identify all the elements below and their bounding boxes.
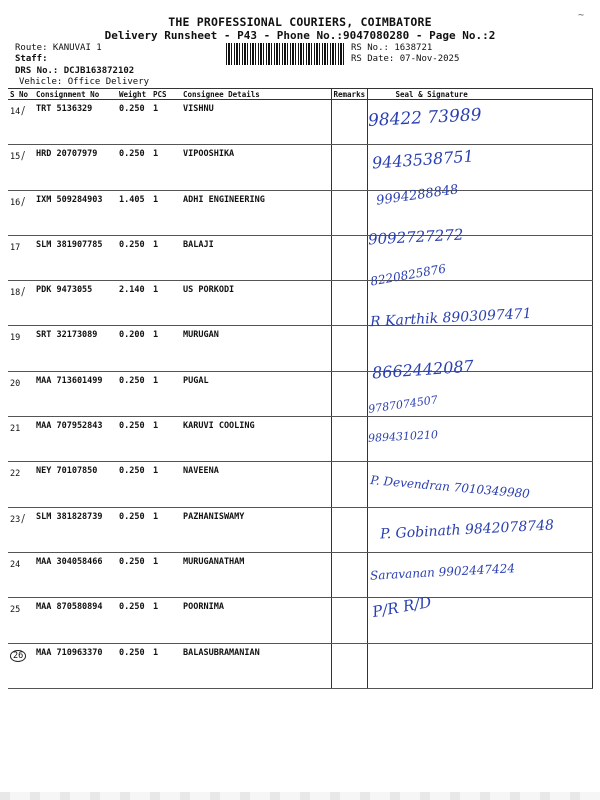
row-sno [8, 552, 34, 597]
handwritten-signature: 9787074507 [367, 393, 439, 416]
row-pcs: 1 [151, 326, 181, 371]
row-remarks [331, 462, 367, 507]
row-weight: 1.405 [117, 190, 151, 235]
row-remarks [331, 417, 367, 462]
row-sno-value: 18 [10, 288, 21, 299]
row-sno-value: 19 [10, 333, 21, 344]
row-sno [8, 100, 34, 145]
tick-mark: / [21, 104, 25, 117]
row-sno-value: 20 [10, 378, 21, 389]
row-weight: 0.250 [117, 235, 151, 280]
rs-number: RS No.: 1638721 [351, 43, 433, 53]
row-weight: 0.250 [117, 371, 151, 416]
row-sno-value: 21 [10, 424, 21, 435]
handwritten-signature: 8662442087 [371, 356, 475, 383]
route-label: Route: KANUVAI 1 [15, 43, 102, 53]
rs-date: RS Date: 07-Nov-2025 [351, 54, 460, 64]
table-header-row [8, 89, 592, 100]
row-consignment: NEY 70107850 [34, 462, 117, 507]
row-pcs: 1 [151, 462, 181, 507]
row-consignee: US PORKODI [181, 281, 331, 326]
row-consignment: SLM 381907785 [34, 235, 117, 280]
row-weight: 0.250 [117, 145, 151, 190]
row-weight: 0.250 [117, 100, 151, 145]
row-sno-value: 15 [10, 152, 21, 163]
handwritten-signature: 9994288848 [375, 182, 460, 209]
row-pcs: 1 [151, 281, 181, 326]
row-remarks [331, 100, 367, 145]
row-pcs: 1 [151, 417, 181, 462]
col-weight: Weight [117, 89, 151, 100]
row-seal-signature [367, 643, 592, 688]
row-consignee: BALAJI [181, 235, 331, 280]
row-remarks [331, 598, 367, 643]
handwritten-signature: P. Devendran 7010349980 [369, 473, 531, 501]
page-title: THE PROFESSIONAL COURIERS, COIMBATORE [168, 15, 432, 29]
tick-mark: / [21, 511, 25, 525]
row-sno-value: 26 [10, 650, 26, 662]
row-sno-value: 17 [10, 242, 21, 253]
row-remarks [331, 326, 367, 371]
col-remarks: Remarks [331, 89, 367, 100]
row-remarks [331, 281, 367, 326]
col-sno: S No [8, 89, 34, 100]
col-seal-signature: Seal & Signature [367, 89, 592, 100]
row-sno [8, 643, 34, 688]
tick-mark: / [21, 149, 25, 163]
row-remarks [331, 371, 367, 416]
row-pcs: 1 [151, 552, 181, 597]
row-consignment: MAA 707952843 [34, 417, 117, 462]
row-consignment: SRT 32173089 [34, 326, 117, 371]
tick-mark: / [21, 194, 25, 208]
row-consignment: PDK 9473055 [34, 281, 117, 326]
row-consignee: MURUGAN [181, 326, 331, 371]
table-row [8, 235, 592, 280]
row-weight: 0.250 [117, 507, 151, 552]
handwritten-signature: Saravanan 9902447424 [369, 561, 516, 583]
row-consignment: HRD 20707979 [34, 145, 117, 190]
row-consignee: KARUVI COOLING [181, 417, 331, 462]
row-remarks [331, 190, 367, 235]
table-row [8, 598, 592, 643]
handwritten-signature: 9092727272 [367, 225, 464, 249]
row-sno [8, 235, 34, 280]
row-sno-value: 24 [10, 559, 21, 570]
runsheet-table [8, 88, 593, 689]
row-sno-value: 23 [10, 514, 21, 525]
row-sno [8, 190, 34, 235]
row-sno [8, 417, 34, 462]
row-pcs: 1 [151, 100, 181, 145]
handwritten-signature: 9443538751 [371, 146, 475, 173]
handwritten-signature: P/R R/D [370, 592, 433, 622]
row-remarks [331, 235, 367, 280]
row-consignee: ADHI ENGINEERING [181, 190, 331, 235]
row-sno [8, 145, 34, 190]
row-consignee: PUGAL [181, 371, 331, 416]
row-consignment: SLM 381828739 [34, 507, 117, 552]
row-sno [8, 507, 34, 552]
row-consignee: VISHNU [181, 100, 331, 145]
row-weight: 0.250 [117, 643, 151, 688]
handwritten-signature: P. Gobinath 9842078748 [379, 517, 555, 543]
row-consignment: MAA 710963370 [34, 643, 117, 688]
handwritten-signature: 8220825876 [369, 261, 447, 289]
row-pcs: 1 [151, 235, 181, 280]
row-pcs: 1 [151, 371, 181, 416]
handwritten-signature: 9894310210 [367, 428, 439, 445]
table-row [8, 145, 592, 190]
row-consignment: MAA 304058466 [34, 552, 117, 597]
row-consignee: NAVEENA [181, 462, 331, 507]
row-weight: 0.250 [117, 417, 151, 462]
table-row [8, 417, 592, 462]
tick-mark: / [21, 285, 25, 299]
handwritten-signature: R Karthik 8903097471 [369, 305, 532, 331]
row-sno [8, 462, 34, 507]
row-sno [8, 598, 34, 643]
row-consignment: MAA 870580894 [34, 598, 117, 643]
row-weight: 0.250 [117, 598, 151, 643]
row-weight: 0.250 [117, 462, 151, 507]
table-row [8, 643, 592, 688]
table-row [8, 326, 592, 371]
runsheet-subtitle: Delivery Runsheet - P43 - Phone No.:9047080280 - Page No.:2 [104, 29, 496, 42]
row-remarks [331, 643, 367, 688]
staff-label: Staff: [15, 54, 48, 64]
row-pcs: 1 [151, 145, 181, 190]
table-row [8, 190, 592, 235]
row-consignee: MURUGANATHAM [181, 552, 331, 597]
row-sno [8, 371, 34, 416]
row-sno-value: 16 [10, 197, 21, 208]
row-consignee: PAZHANISWAMY [181, 507, 331, 552]
row-sno [8, 281, 34, 326]
row-remarks [331, 507, 367, 552]
col-pcs: PCS [151, 89, 181, 100]
row-weight: 2.140 [117, 281, 151, 326]
drs-number: DRS No.: DCJB163872102 [15, 66, 135, 76]
row-remarks [331, 145, 367, 190]
corner-mark: ~ [578, 10, 585, 21]
row-pcs: 1 [151, 643, 181, 688]
row-remarks [331, 552, 367, 597]
row-pcs: 1 [151, 190, 181, 235]
row-sno-value: 25 [10, 605, 21, 616]
col-consignee: Consignee Details [181, 89, 331, 100]
row-pcs: 1 [151, 507, 181, 552]
row-weight: 0.250 [117, 552, 151, 597]
row-consignee: BALASUBRAMANIAN [181, 643, 331, 688]
vehicle-label: Vehicle: Office Delivery [19, 77, 150, 87]
table-row [8, 371, 592, 416]
page-edge [0, 792, 600, 800]
row-sno-value: 14 [10, 107, 21, 117]
row-weight: 0.200 [117, 326, 151, 371]
barcode [226, 43, 346, 65]
row-sno-value: 22 [10, 469, 21, 480]
col-consignment: Consignment No [34, 89, 117, 100]
row-consignment: MAA 713601499 [34, 371, 117, 416]
row-consignee: POORNIMA [181, 598, 331, 643]
row-consignment: TRT 5136329 [34, 100, 117, 145]
table-row [8, 100, 592, 145]
row-pcs: 1 [151, 598, 181, 643]
row-sno [8, 326, 34, 371]
row-consignee: VIPOOSHIKA [181, 145, 331, 190]
handwritten-signature: 98422 73989 [367, 105, 483, 131]
row-consignment: IXM 509284903 [34, 190, 117, 235]
